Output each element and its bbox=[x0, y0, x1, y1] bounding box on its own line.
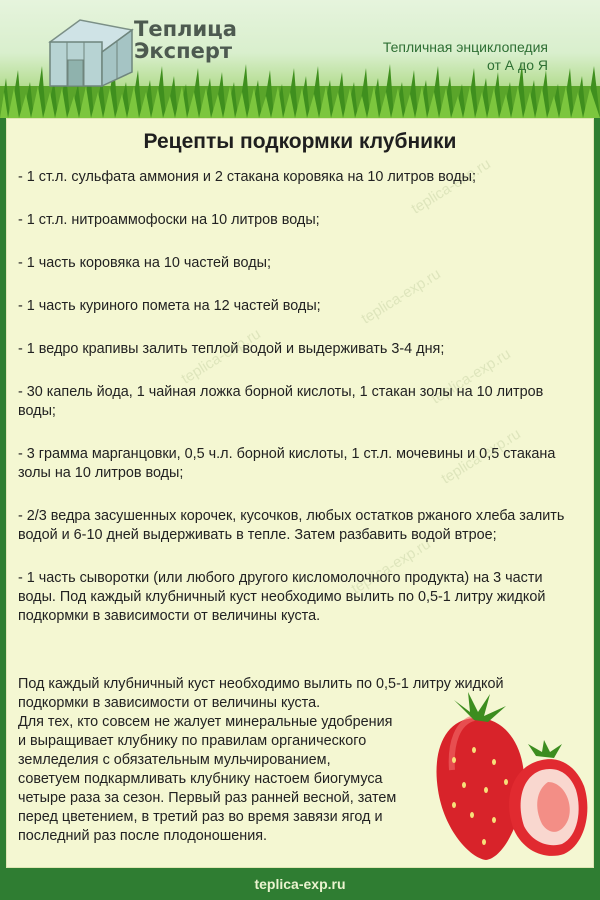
logo-line-2: Эксперт bbox=[134, 39, 233, 63]
logo-text bbox=[134, 18, 237, 62]
paragraph-line: советуем подкармливать клубнику настоем биогумуса bbox=[18, 771, 383, 787]
paragraph-line: четыре раза за сезон. Первый раз ранней весной, затем bbox=[18, 790, 397, 806]
paragraph-line: последний раз после плодоношения. bbox=[18, 828, 268, 844]
list-item: - 1 ст.л. нитроаммофоски на 10 литров воды; bbox=[18, 212, 320, 228]
logo-line-1: Теплица bbox=[134, 17, 237, 41]
paragraph-line: подкормки в зависимости от величины куста. bbox=[18, 695, 321, 711]
paragraph-line: и выращивает клубнику по правилам органического bbox=[18, 733, 367, 749]
watermark: teplica-exp.ru bbox=[408, 155, 494, 218]
list-item: - 30 капель йода, 1 чайная ложка борной кислоты, 1 стакан золы на 10 литров воды; bbox=[18, 384, 544, 419]
watermark: teplica-exp.ru bbox=[438, 425, 524, 488]
tagline-line-2: от А до Я bbox=[487, 57, 548, 73]
recipe-list bbox=[18, 168, 578, 626]
watermark: teplica-exp.ru bbox=[358, 265, 444, 328]
list-item: - 1 ведро крапивы залить теплой водой и выдерживать 3-4 дня; bbox=[18, 341, 445, 357]
strawberry-image bbox=[424, 690, 594, 865]
paragraph-line: перед цветением, в третий раз во время завязи ягод и bbox=[18, 809, 383, 825]
watermark: teplica-exp.ru bbox=[348, 535, 434, 598]
list-item: - 1 часть коровяка на 10 частей воды; bbox=[18, 255, 271, 271]
tagline bbox=[383, 38, 548, 74]
watermark: teplica-exp.ru bbox=[178, 325, 264, 388]
footer-link[interactable]: teplica-exp.ru bbox=[254, 876, 346, 892]
content-panel bbox=[6, 118, 594, 868]
list-item: - 2/3 ведра засушенных корочек, кусочков, любых остатков ржаного хлеба залить водой и 6-10 дней выдерживать в тепле. Затем разбавить водой втрое; bbox=[18, 508, 565, 543]
list-item: - 1 часть сыворотки (или любого другого кисломолочного продукта) на 3 части воды. Под каждый клубничный куст необходимо вылить по 0,5-1 литру жидкой подкормки в зависимости от величины куста. bbox=[18, 570, 546, 624]
watermark: teplica-exp.ru bbox=[428, 345, 514, 408]
footer bbox=[0, 868, 600, 900]
paragraph-line: земледелия с обязательным мульчированием, bbox=[18, 752, 331, 768]
tagline-line-1: Тепличная энциклопедия bbox=[382, 39, 548, 55]
header-banner bbox=[0, 0, 600, 118]
paragraph-line: Для тех, кто совсем не жалует минеральные удобрения bbox=[18, 714, 393, 730]
greenhouse-logo-icon bbox=[40, 12, 140, 90]
page-title: Рецепты подкормки клубники bbox=[143, 130, 457, 153]
list-item: - 1 ст.л. сульфата аммония и 2 стакана коровяка на 10 литров воды; bbox=[18, 169, 476, 185]
paragraph-line: Под каждый клубничный куст необходимо вылить по 0,5-1 литру жидкой bbox=[18, 676, 504, 692]
list-item: - 1 часть куриного помета на 12 частей воды; bbox=[18, 298, 321, 314]
list-item: - 3 грамма марганцовки, 0,5 ч.л. борной кислоты, 1 ст.л. мочевины и 0,5 стакана золы на 10 литров воды; bbox=[18, 446, 556, 481]
